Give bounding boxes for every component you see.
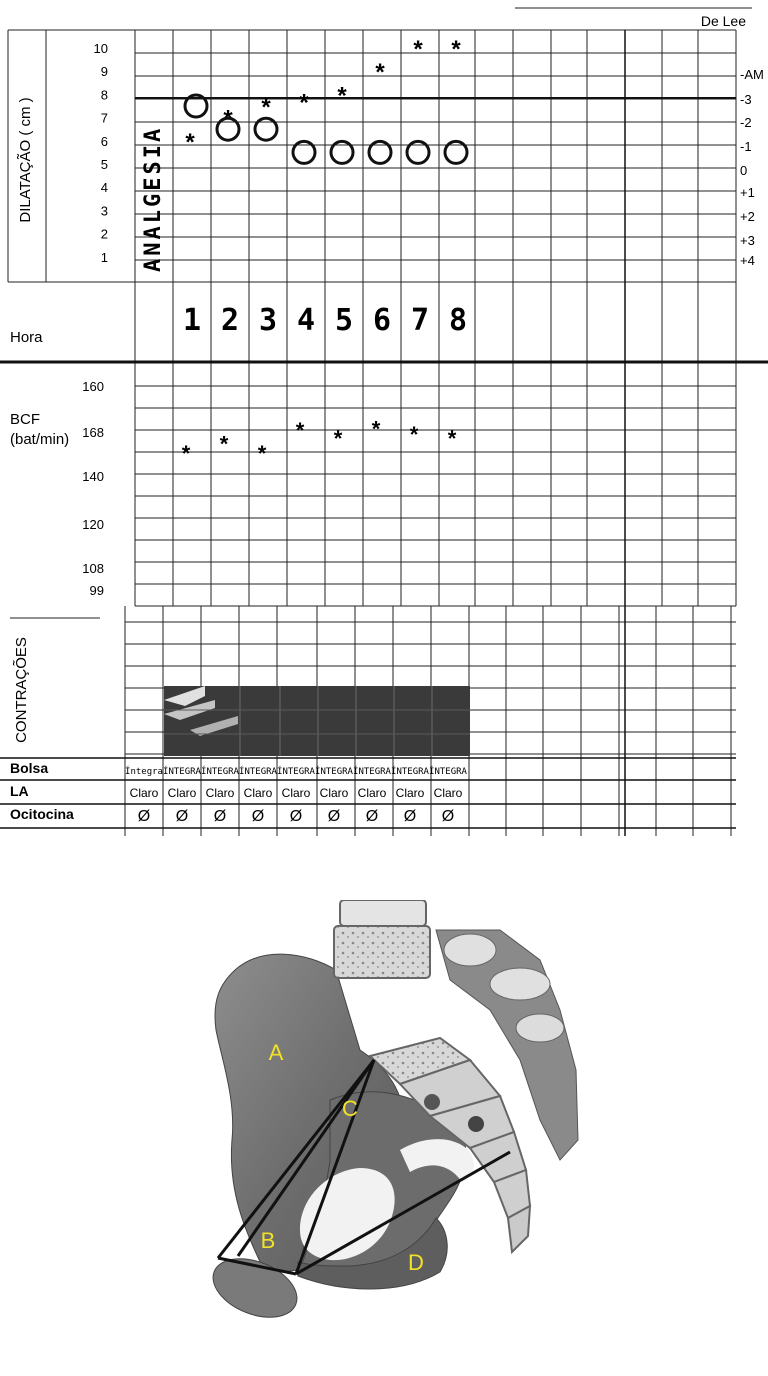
station-tick: -AM — [740, 67, 764, 82]
station-tick: 0 — [740, 163, 748, 178]
dilation-tick: 7 — [100, 110, 108, 126]
dilation-point: * — [375, 59, 385, 87]
station-ticks — [740, 67, 764, 268]
hour-value: 7 — [410, 303, 430, 338]
pelvis-label: C — [342, 1096, 358, 1121]
ocitocina-value: Ø — [137, 808, 151, 825]
bolsa-row-label: Bolsa — [10, 760, 49, 776]
station-tick: +2 — [740, 209, 755, 224]
pelvis-label: D — [408, 1250, 424, 1275]
hour-value: 8 — [448, 303, 468, 338]
hour-value: 5 — [334, 303, 354, 338]
hip-bone — [204, 954, 473, 1328]
la-value: Claro — [205, 786, 235, 800]
hour-value: 4 — [296, 303, 316, 338]
pelvis-label: A — [268, 1040, 284, 1065]
pelvis-figure — [0, 900, 768, 1376]
bolsa-value: ÍNTEGRA — [315, 767, 353, 777]
hour-value: 3 — [258, 303, 278, 338]
dilation-tick: 3 — [100, 203, 108, 219]
dilation-point: * — [337, 82, 347, 110]
bolsa-value: ÍNTEGRA — [353, 767, 391, 777]
dilation-tick: 10 — [93, 41, 108, 56]
dilation-point: * — [261, 94, 271, 121]
fhr-tick: 108 — [82, 561, 104, 576]
bolsa-value: ÍNTEGRA — [201, 767, 239, 777]
dilation-tick: 2 — [100, 226, 108, 242]
dilation-tick: 9 — [100, 64, 108, 80]
dilation-point: * — [185, 128, 195, 156]
la-value: Claro — [319, 786, 349, 800]
fhr-point: * — [219, 431, 229, 457]
fhr-point: * — [181, 441, 191, 466]
la-value: Claro — [433, 786, 463, 800]
ocitocina-row-label: Ocitocina — [10, 806, 74, 822]
dilation-axis-label: DILATAÇÃO ( cm ) — [17, 97, 34, 223]
hour-row-label: Hora — [10, 329, 43, 346]
pelvis-label: B — [260, 1228, 276, 1253]
ocitocina-value: Ø — [175, 808, 189, 825]
method-label: De Lee — [700, 13, 746, 29]
fhr-point: * — [333, 425, 343, 451]
la-row-label: LA — [10, 783, 29, 799]
dilation-tick: 6 — [100, 133, 108, 149]
dilation-tick: 4 — [100, 180, 108, 196]
la-value: Claro — [281, 786, 311, 800]
hour-value: 2 — [220, 303, 240, 338]
ocitocina-value: Ø — [403, 808, 417, 825]
bolsa-value: ÍNTEGRA — [277, 767, 315, 777]
la-value: Claro — [357, 786, 387, 800]
fhr-label: BCF — [10, 411, 40, 428]
dilation-point: * — [299, 89, 309, 117]
hour-value: 1 — [182, 303, 202, 338]
dilation-tick: 8 — [100, 87, 108, 103]
la-value: Claro — [243, 786, 273, 800]
bolsa-value: ÍNTEGRA — [391, 767, 429, 777]
station-tick: -1 — [740, 139, 752, 154]
ocitocina-value: Ø — [441, 808, 455, 825]
fhr-tick: 120 — [82, 517, 104, 532]
bolsa-value: ÍNTEGRA — [429, 767, 467, 777]
fhr-point: * — [447, 425, 457, 451]
dilation-point: * — [413, 36, 423, 63]
fhr-tick: 160 — [82, 379, 104, 394]
station-tick: +4 — [740, 253, 755, 268]
bolsa-value: Íntegra — [125, 767, 163, 777]
fhr-point: * — [371, 416, 381, 442]
bolsa-value: ÍNTEGRA — [163, 767, 201, 777]
fhr-tick: 140 — [82, 469, 104, 484]
ocitocina-value: Ø — [213, 808, 227, 825]
fhr-ticks — [82, 379, 104, 598]
fhr-point: * — [409, 422, 419, 447]
station-tick: -2 — [740, 115, 752, 130]
contractions-shading — [164, 686, 470, 756]
chart-marks — [182, 36, 467, 466]
fhr-tick: 99 — [89, 583, 104, 598]
dilation-ticks — [94, 41, 108, 265]
la-value: Claro — [395, 786, 425, 800]
dilation-tick: 1 — [100, 249, 108, 265]
ocitocina-value: Ø — [365, 808, 379, 825]
bolsa-value: ÍNTEGRA — [239, 767, 277, 777]
fhr-point: * — [295, 418, 305, 444]
ocitocina-value: Ø — [327, 808, 341, 825]
row-values — [125, 765, 468, 825]
station-tick: +1 — [740, 185, 755, 200]
la-value: Claro — [129, 786, 159, 800]
dilation-tick: 5 — [100, 157, 108, 172]
ocitocina-value: Ø — [289, 808, 303, 825]
ocitocina-value: Ø — [251, 808, 265, 825]
dilation-point: * — [223, 105, 233, 133]
hour-value: 6 — [372, 303, 392, 338]
station-tick: +3 — [740, 233, 755, 248]
station-tick: -3 — [740, 92, 752, 107]
fhr-point: * — [257, 441, 267, 466]
analgesia-label: ANALGESIA — [141, 125, 166, 272]
contractions-label: CONTRAÇÕES — [13, 637, 30, 743]
la-value: Claro — [167, 786, 197, 800]
dilation-point: * — [451, 36, 461, 63]
fhr-tick: 168 — [82, 425, 104, 440]
fhr-unit-label: (bat/min) — [10, 431, 70, 448]
